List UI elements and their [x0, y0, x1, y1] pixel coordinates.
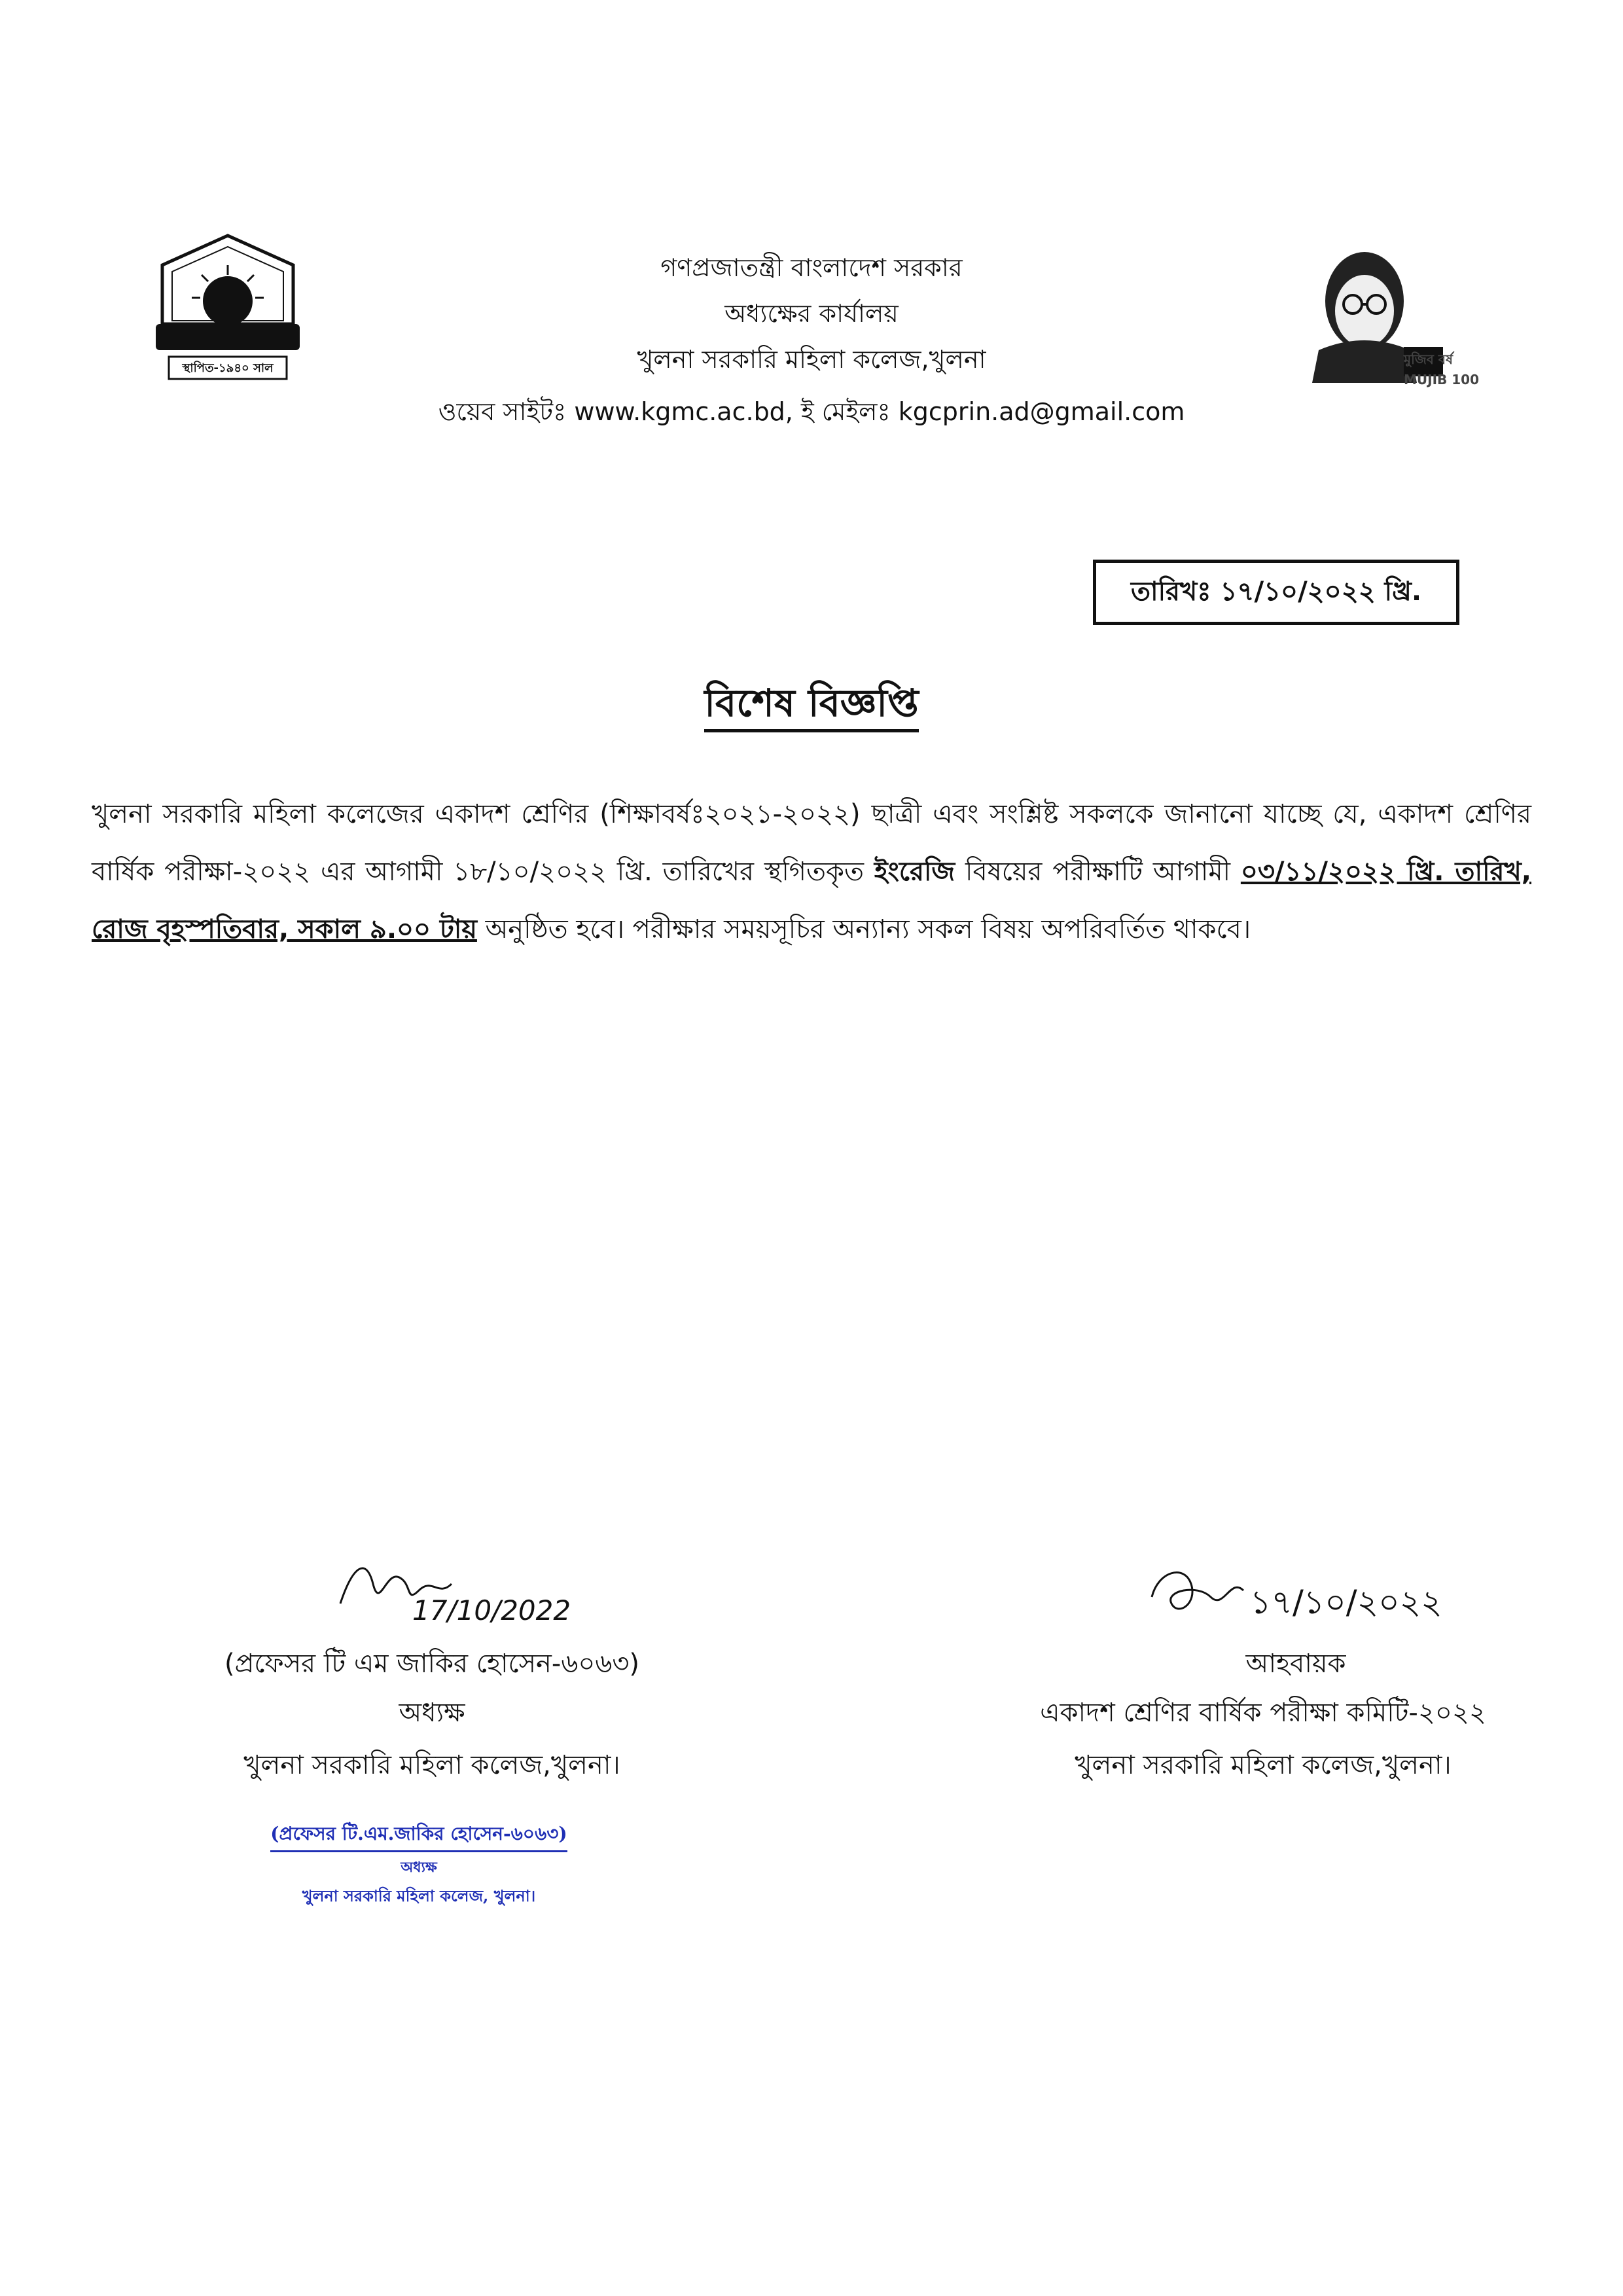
notice-title-text: বিশেষ বিজ্ঞপ্তি — [704, 681, 918, 732]
stamp-name: (প্রফেসর টি.এম.জাকির হোসেন-৬০৬৩) — [270, 1820, 567, 1852]
body-part3: অনুষ্ঠিত হবে। পরীক্ষার সময়সূচির অন্যান্য সকল বিষয় অপরিবর্তিত থাকবে। — [485, 914, 1251, 944]
notice-title — [0, 674, 1623, 738]
official-stamp — [242, 1820, 596, 1910]
convener-designation: আহবায়ক — [1245, 1649, 1346, 1679]
stamp-designation: অধ্যক্ষ — [401, 1859, 437, 1876]
principal-designation: অধ্যক্ষ — [399, 1698, 465, 1728]
logo-left-text: স্থাপিত-১৯৪০ সাল — [182, 361, 274, 375]
body-exam-date: ০৩/১১/২০২২ খ্রি. তারিখ, রোজ বৃহস্পতিবার, সকাল ৯.০০ টায় — [92, 857, 1532, 944]
college-name: খুলনা সরকারি মহিলা কলেজ,খুলনা — [637, 345, 986, 374]
convener-signature — [1139, 1545, 1453, 1636]
convener-signature-date: ১৭/১০/২০২২ — [1250, 1583, 1442, 1621]
logo-right-text: মুজিব বর্ষ MUJIB 100 — [1404, 351, 1479, 387]
principal-institution: খুলনা সরকারি মহিলা কলেজ,খুলনা। — [243, 1750, 620, 1780]
exam-committee: একাদশ শ্রেণির বার্ষিক পরীক্ষা কমিটি-২০২২ — [1040, 1698, 1486, 1728]
body-part2: বিষয়ের পরীক্ষাটি আগামী — [965, 857, 1231, 887]
body-part1: খুলনা সরকারি মহিলা কলেজের একাদশ শ্রেণির (শিক্ষাবর্ষঃ২০২১-২০২২) ছাত্রী এবং সংশ্লিষ্ট সকলকে জানানো যাচ্ছে যে, একাদশ শ্রেণির বার্ষিক পরীক্ষা-২০২২ এর আগামী ১৮/১০/২০২২ খ্রি. তারিখের স্থগিতকৃত — [92, 799, 1531, 887]
convener-institution: খুলনা সরকারি মহিলা কলেজ,খুলনা। — [1075, 1750, 1452, 1780]
notice-body — [92, 785, 1531, 958]
date-box: তারিখঃ ১৭/১০/২০২২ খ্রি. — [1093, 560, 1459, 625]
office-name: অধ্যক্ষের কার্যালয় — [724, 299, 899, 328]
contact-line: ওয়েব সাইটঃ www.kgmc.ac.bd, ই মেইলঃ kgcprin.ad@gmail.com — [438, 397, 1185, 426]
mujib-100-logo — [1293, 239, 1489, 387]
principal-signature — [327, 1545, 576, 1636]
principal-name: (প্রফেসর টি এম জাকির হোসেন-৬০৬৩) — [224, 1649, 640, 1679]
principal-signature-date: 17/10/2022 — [412, 1594, 571, 1626]
stamp-institution: খুলনা সরকারি মহিলা কলেজ, খুলনা। — [302, 1886, 536, 1905]
government-name: গণপ্রজাতন্ত্রী বাংলাদেশ সরকার — [660, 253, 963, 282]
body-subject: ইংরেজি — [874, 857, 955, 887]
